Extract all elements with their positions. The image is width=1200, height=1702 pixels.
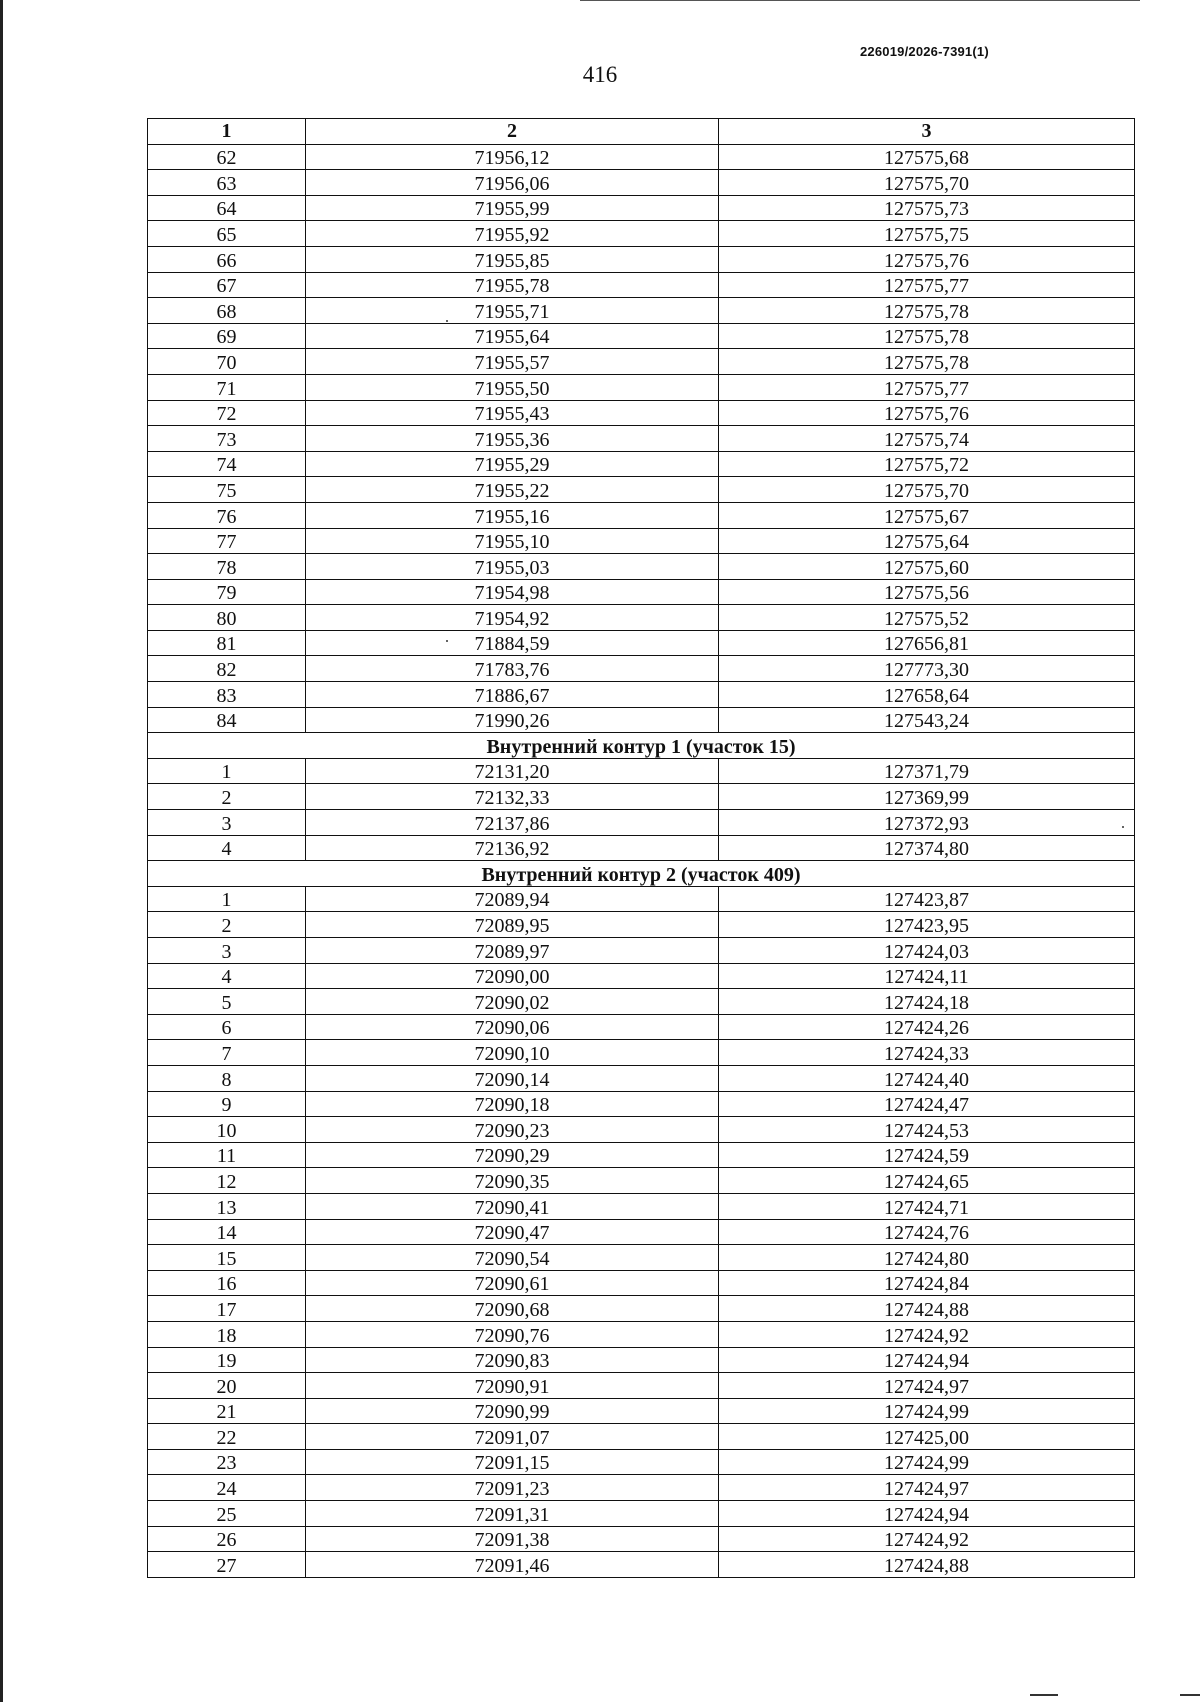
point-number-cell: 8 [148, 1065, 306, 1091]
y-coordinate-cell: 127424,99 [719, 1449, 1135, 1475]
y-coordinate-cell: 127423,95 [719, 912, 1135, 938]
point-number-cell: 3 [148, 810, 306, 836]
x-coordinate-cell: 72090,10 [306, 1040, 719, 1066]
x-coordinate-cell: 72090,02 [306, 989, 719, 1015]
x-coordinate-cell: 71956,12 [306, 144, 719, 170]
point-number-cell: 64 [148, 195, 306, 221]
point-number-cell: 20 [148, 1373, 306, 1399]
point-number-cell: 14 [148, 1219, 306, 1245]
x-coordinate-cell: 72090,00 [306, 963, 719, 989]
table-row [148, 144, 1135, 170]
point-number-cell: 12 [148, 1168, 306, 1194]
point-number-cell: 81 [148, 630, 306, 656]
point-number-cell: 10 [148, 1117, 306, 1143]
point-number-cell: 67 [148, 272, 306, 298]
x-coordinate-cell: 72090,99 [306, 1398, 719, 1424]
table-row [148, 1501, 1135, 1527]
x-coordinate-cell: 71955,03 [306, 554, 719, 580]
table-row [148, 1014, 1135, 1040]
table-row [148, 323, 1135, 349]
table-row [148, 1475, 1135, 1501]
y-coordinate-cell: 127575,64 [719, 528, 1135, 554]
x-coordinate-cell: 72090,68 [306, 1296, 719, 1322]
table-row [148, 528, 1135, 554]
y-coordinate-cell: 127575,77 [719, 272, 1135, 298]
table-row [148, 912, 1135, 938]
column-header-2: 2 [306, 119, 719, 145]
point-number-cell: 11 [148, 1142, 306, 1168]
y-coordinate-cell: 127575,70 [719, 477, 1135, 503]
x-coordinate-cell: 72090,47 [306, 1219, 719, 1245]
table-row [148, 1040, 1135, 1066]
x-coordinate-cell: 71886,67 [306, 682, 719, 708]
x-coordinate-cell: 72090,23 [306, 1117, 719, 1143]
y-coordinate-cell: 127575,56 [719, 579, 1135, 605]
y-coordinate-cell: 127575,67 [719, 502, 1135, 528]
table-row [148, 451, 1135, 477]
table-row [148, 1347, 1135, 1373]
y-coordinate-cell: 127424,18 [719, 989, 1135, 1015]
point-number-cell: 24 [148, 1475, 306, 1501]
x-coordinate-cell: 71955,92 [306, 221, 719, 247]
point-number-cell: 69 [148, 323, 306, 349]
table-row [148, 707, 1135, 733]
point-number-cell: 82 [148, 656, 306, 682]
table-row [148, 579, 1135, 605]
table-row [148, 1117, 1135, 1143]
table-row [148, 221, 1135, 247]
point-number-cell: 63 [148, 170, 306, 196]
scan-speck [1122, 826, 1124, 828]
y-coordinate-cell: 127374,80 [719, 835, 1135, 861]
y-coordinate-cell: 127424,47 [719, 1091, 1135, 1117]
y-coordinate-cell: 127575,77 [719, 374, 1135, 400]
y-coordinate-cell: 127575,78 [719, 323, 1135, 349]
point-number-cell: 79 [148, 579, 306, 605]
x-coordinate-cell: 72089,95 [306, 912, 719, 938]
y-coordinate-cell: 127424,11 [719, 963, 1135, 989]
x-coordinate-cell: 72090,91 [306, 1373, 719, 1399]
x-coordinate-cell: 71955,22 [306, 477, 719, 503]
point-number-cell: 68 [148, 298, 306, 324]
table-row [148, 1321, 1135, 1347]
x-coordinate-cell: 72089,97 [306, 938, 719, 964]
table-row [148, 989, 1135, 1015]
scan-speck [446, 320, 448, 322]
point-number-cell: 77 [148, 528, 306, 554]
point-number-cell: 15 [148, 1245, 306, 1271]
point-number-cell: 1 [148, 886, 306, 912]
x-coordinate-cell: 72090,06 [306, 1014, 719, 1040]
x-coordinate-cell: 71783,76 [306, 656, 719, 682]
y-coordinate-cell: 127424,33 [719, 1040, 1135, 1066]
section-header-row [148, 861, 1135, 887]
y-coordinate-cell: 127575,76 [719, 400, 1135, 426]
x-coordinate-cell: 72137,86 [306, 810, 719, 836]
coordinates-table [147, 118, 1135, 1578]
table-row [148, 682, 1135, 708]
table-row [148, 477, 1135, 503]
x-coordinate-cell: 72090,14 [306, 1065, 719, 1091]
y-coordinate-cell: 127424,53 [719, 1117, 1135, 1143]
scan-edge-top [580, 0, 1140, 1]
y-coordinate-cell: 127425,00 [719, 1424, 1135, 1450]
point-number-cell: 66 [148, 246, 306, 272]
table-row [148, 963, 1135, 989]
table-row [148, 1270, 1135, 1296]
table-row [148, 938, 1135, 964]
y-coordinate-cell: 127424,94 [719, 1501, 1135, 1527]
point-number-cell: 23 [148, 1449, 306, 1475]
point-number-cell: 62 [148, 144, 306, 170]
y-coordinate-cell: 127575,52 [719, 605, 1135, 631]
point-number-cell: 74 [148, 451, 306, 477]
x-coordinate-cell: 72090,83 [306, 1347, 719, 1373]
table-row [148, 426, 1135, 452]
x-coordinate-cell: 72090,18 [306, 1091, 719, 1117]
x-coordinate-cell: 72090,54 [306, 1245, 719, 1271]
table-row [148, 886, 1135, 912]
x-coordinate-cell: 72090,61 [306, 1270, 719, 1296]
x-coordinate-cell: 72089,94 [306, 886, 719, 912]
point-number-cell: 80 [148, 605, 306, 631]
point-number-cell: 1 [148, 758, 306, 784]
y-coordinate-cell: 127424,80 [719, 1245, 1135, 1271]
table-row [148, 1552, 1135, 1578]
section-title: Внутренний контур 1 (участок 15) [148, 733, 1135, 759]
point-number-cell: 16 [148, 1270, 306, 1296]
point-number-cell: 73 [148, 426, 306, 452]
table-row [148, 605, 1135, 631]
y-coordinate-cell: 127372,93 [719, 810, 1135, 836]
table-row [148, 1245, 1135, 1271]
y-coordinate-cell: 127658,64 [719, 682, 1135, 708]
table-row [148, 758, 1135, 784]
table-row [148, 374, 1135, 400]
y-coordinate-cell: 127773,30 [719, 656, 1135, 682]
y-coordinate-cell: 127575,68 [719, 144, 1135, 170]
x-coordinate-cell: 71884,59 [306, 630, 719, 656]
y-coordinate-cell: 127423,87 [719, 886, 1135, 912]
y-coordinate-cell: 127424,03 [719, 938, 1135, 964]
point-number-cell: 5 [148, 989, 306, 1015]
x-coordinate-cell: 72090,41 [306, 1193, 719, 1219]
y-coordinate-cell: 127424,99 [719, 1398, 1135, 1424]
x-coordinate-cell: 71955,29 [306, 451, 719, 477]
table-row [148, 1398, 1135, 1424]
point-number-cell: 2 [148, 912, 306, 938]
document-id: 226019/2026-7391(1) [860, 44, 989, 59]
point-number-cell: 22 [148, 1424, 306, 1450]
table-row [148, 835, 1135, 861]
x-coordinate-cell: 71955,85 [306, 246, 719, 272]
y-coordinate-cell: 127575,72 [719, 451, 1135, 477]
point-number-cell: 4 [148, 963, 306, 989]
point-number-cell: 70 [148, 349, 306, 375]
table-row [148, 1424, 1135, 1450]
point-number-cell: 19 [148, 1347, 306, 1373]
y-coordinate-cell: 127575,73 [719, 195, 1135, 221]
y-coordinate-cell: 127424,59 [719, 1142, 1135, 1168]
point-number-cell: 13 [148, 1193, 306, 1219]
column-header-1: 1 [148, 119, 306, 145]
y-coordinate-cell: 127371,79 [719, 758, 1135, 784]
x-coordinate-cell: 72091,07 [306, 1424, 719, 1450]
table-row [148, 1296, 1135, 1322]
point-number-cell: 71 [148, 374, 306, 400]
point-number-cell: 75 [148, 477, 306, 503]
y-coordinate-cell: 127424,92 [719, 1526, 1135, 1552]
table-row [148, 502, 1135, 528]
point-number-cell: 3 [148, 938, 306, 964]
y-coordinate-cell: 127575,76 [719, 246, 1135, 272]
point-number-cell: 17 [148, 1296, 306, 1322]
point-number-cell: 7 [148, 1040, 306, 1066]
table-row [148, 630, 1135, 656]
y-coordinate-cell: 127575,78 [719, 349, 1135, 375]
x-coordinate-cell: 71954,92 [306, 605, 719, 631]
table-row [148, 298, 1135, 324]
x-coordinate-cell: 71954,98 [306, 579, 719, 605]
table-row [148, 195, 1135, 221]
y-coordinate-cell: 127424,97 [719, 1475, 1135, 1501]
table-body [148, 144, 1135, 1577]
table-row [148, 1373, 1135, 1399]
y-coordinate-cell: 127369,99 [719, 784, 1135, 810]
y-coordinate-cell: 127424,88 [719, 1296, 1135, 1322]
y-coordinate-cell: 127543,24 [719, 707, 1135, 733]
x-coordinate-cell: 71955,64 [306, 323, 719, 349]
table-row [148, 1449, 1135, 1475]
point-number-cell: 4 [148, 835, 306, 861]
y-coordinate-cell: 127575,74 [719, 426, 1135, 452]
y-coordinate-cell: 127424,88 [719, 1552, 1135, 1578]
y-coordinate-cell: 127656,81 [719, 630, 1135, 656]
y-coordinate-cell: 127424,76 [719, 1219, 1135, 1245]
table-header-row [148, 119, 1135, 145]
x-coordinate-cell: 72091,31 [306, 1501, 719, 1527]
table-row [148, 784, 1135, 810]
x-coordinate-cell: 72136,92 [306, 835, 719, 861]
x-coordinate-cell: 71955,71 [306, 298, 719, 324]
y-coordinate-cell: 127424,71 [719, 1193, 1135, 1219]
x-coordinate-cell: 71990,26 [306, 707, 719, 733]
x-coordinate-cell: 71955,78 [306, 272, 719, 298]
table-row [148, 246, 1135, 272]
y-coordinate-cell: 127575,70 [719, 170, 1135, 196]
y-coordinate-cell: 127424,26 [719, 1014, 1135, 1040]
y-coordinate-cell: 127575,75 [719, 221, 1135, 247]
x-coordinate-cell: 71955,50 [306, 374, 719, 400]
point-number-cell: 9 [148, 1091, 306, 1117]
table-row [148, 656, 1135, 682]
point-number-cell: 6 [148, 1014, 306, 1040]
point-number-cell: 2 [148, 784, 306, 810]
x-coordinate-cell: 72090,76 [306, 1321, 719, 1347]
y-coordinate-cell: 127424,92 [719, 1321, 1135, 1347]
y-coordinate-cell: 127424,94 [719, 1347, 1135, 1373]
x-coordinate-cell: 72091,15 [306, 1449, 719, 1475]
table-row [148, 1193, 1135, 1219]
x-coordinate-cell: 71955,43 [306, 400, 719, 426]
point-number-cell: 26 [148, 1526, 306, 1552]
column-header-3: 3 [719, 119, 1135, 145]
table-row [148, 810, 1135, 836]
section-title: Внутренний контур 2 (участок 409) [148, 861, 1135, 887]
scan-speck [446, 640, 448, 642]
x-coordinate-cell: 71955,36 [306, 426, 719, 452]
table-row [148, 1142, 1135, 1168]
x-coordinate-cell: 71955,57 [306, 349, 719, 375]
y-coordinate-cell: 127424,97 [719, 1373, 1135, 1399]
table-row [148, 554, 1135, 580]
x-coordinate-cell: 71955,10 [306, 528, 719, 554]
point-number-cell: 84 [148, 707, 306, 733]
point-number-cell: 18 [148, 1321, 306, 1347]
x-coordinate-cell: 72090,35 [306, 1168, 719, 1194]
x-coordinate-cell: 72131,20 [306, 758, 719, 784]
table-row [148, 1168, 1135, 1194]
table-row [148, 1065, 1135, 1091]
point-number-cell: 21 [148, 1398, 306, 1424]
page-number: 416 [582, 62, 618, 87]
point-number-cell: 76 [148, 502, 306, 528]
point-number-cell: 78 [148, 554, 306, 580]
section-header-row [148, 733, 1135, 759]
y-coordinate-cell: 127575,60 [719, 554, 1135, 580]
scan-mark [1180, 1694, 1200, 1696]
point-number-cell: 27 [148, 1552, 306, 1578]
x-coordinate-cell: 71955,99 [306, 195, 719, 221]
y-coordinate-cell: 127575,78 [719, 298, 1135, 324]
table-row [148, 1526, 1135, 1552]
table-row [148, 349, 1135, 375]
table-row [148, 1219, 1135, 1245]
table-row [148, 1091, 1135, 1117]
table-row [148, 400, 1135, 426]
x-coordinate-cell: 72091,46 [306, 1552, 719, 1578]
table-row [148, 272, 1135, 298]
point-number-cell: 25 [148, 1501, 306, 1527]
x-coordinate-cell: 72090,29 [306, 1142, 719, 1168]
table-row [148, 170, 1135, 196]
y-coordinate-cell: 127424,84 [719, 1270, 1135, 1296]
x-coordinate-cell: 72091,38 [306, 1526, 719, 1552]
point-number-cell: 65 [148, 221, 306, 247]
scan-mark [1030, 1694, 1058, 1696]
x-coordinate-cell: 71956,06 [306, 170, 719, 196]
x-coordinate-cell: 72132,33 [306, 784, 719, 810]
y-coordinate-cell: 127424,65 [719, 1168, 1135, 1194]
point-number-cell: 72 [148, 400, 306, 426]
point-number-cell: 83 [148, 682, 306, 708]
x-coordinate-cell: 72091,23 [306, 1475, 719, 1501]
x-coordinate-cell: 71955,16 [306, 502, 719, 528]
scan-edge-left [0, 0, 3, 1702]
y-coordinate-cell: 127424,40 [719, 1065, 1135, 1091]
